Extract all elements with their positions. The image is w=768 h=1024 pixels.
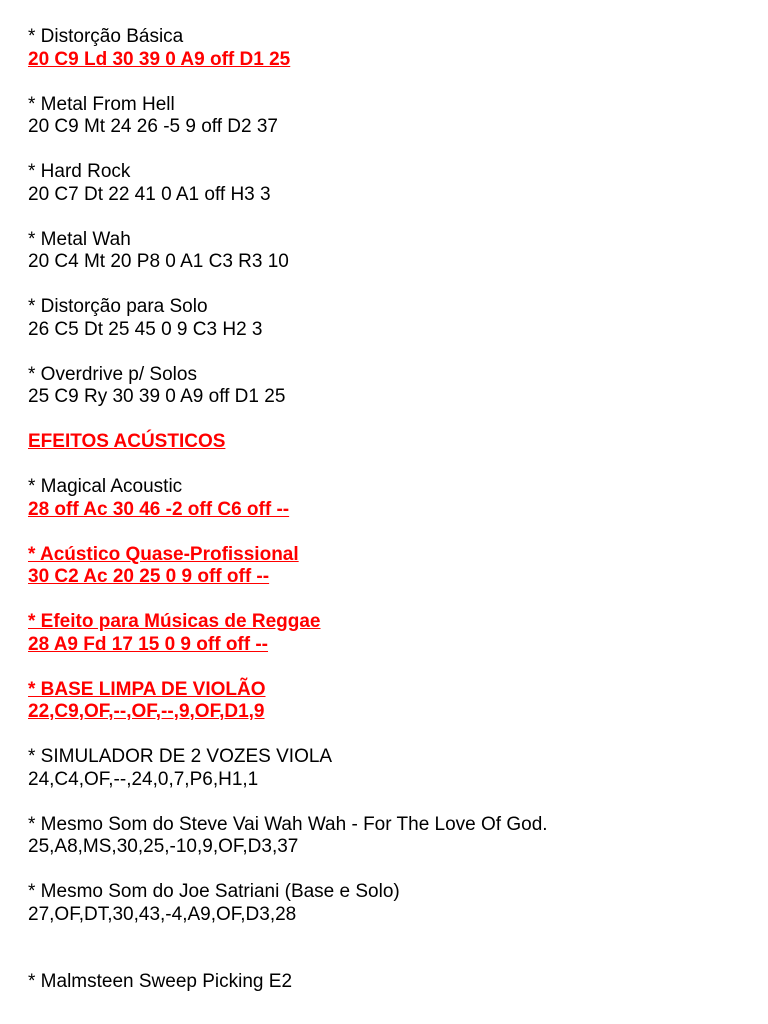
preset-name: * BASE LIMPA DE VIOLÃO (28, 678, 266, 700)
spacer (28, 791, 748, 814)
preset-name: * Mesmo Som do Joe Satriani (Base e Solo) (28, 881, 400, 902)
preset-name: * SIMULADOR DE 2 VOZES VIOLA (28, 746, 333, 767)
preset-code: 24,C4,OF,--,24,0,7,P6,H1,1 (28, 768, 259, 790)
spacer (28, 409, 748, 432)
preset-code: 20 C4 Mt 20 P8 0 A1 C3 R3 10 (28, 251, 289, 272)
preset-code: 27,OF,DT,30,43,-4,A9,OF,D3,28 (28, 903, 297, 925)
spacer (28, 454, 748, 477)
document-body (28, 26, 748, 994)
spacer (28, 724, 748, 747)
preset-code: 20 C9 Mt 24 26 -5 9 off D2 37 (28, 116, 278, 137)
preset-name: * Hard Rock (28, 161, 131, 182)
preset-code: 28 A9 Fd 17 15 0 9 off off -- (28, 633, 269, 655)
preset-name: * Acústico Quase-Profissional (28, 543, 299, 565)
preset-code: 28 off Ac 30 46 -2 off C6 off -- (28, 498, 290, 520)
preset-code: 25 C9 Ry 30 39 0 A9 off D1 25 (28, 386, 286, 407)
spacer (28, 139, 748, 162)
spacer (28, 859, 748, 882)
spacer (28, 656, 748, 679)
spacer (28, 206, 748, 229)
preset-code: 25,A8,MS,30,25,-10,9,OF,D3,37 (28, 836, 299, 857)
spacer (28, 926, 748, 949)
preset-code: 30 C2 Ac 20 25 0 9 off off -- (28, 566, 270, 587)
preset-name: * Distorção Básica (28, 26, 184, 47)
preset-code: 20 C7 Dt 22 41 0 A1 off H3 3 (28, 183, 271, 205)
preset-code: 20 C9 Ld 30 39 0 A9 off D1 25 (28, 48, 291, 70)
preset-name: * Overdrive p/ Solos (28, 363, 197, 385)
spacer (28, 521, 748, 544)
spacer (28, 274, 748, 297)
preset-name: * Magical Acoustic (28, 476, 183, 497)
preset-name: * Metal Wah (28, 228, 131, 250)
preset-code: 26 C5 Dt 25 45 0 9 C3 H2 3 (28, 318, 263, 340)
spacer (28, 949, 748, 972)
preset-name: * Distorção para Solo (28, 296, 208, 317)
preset-code: 22,C9,OF,--,OF,--,9,OF,D1,9 (28, 701, 265, 722)
spacer (28, 589, 748, 612)
spacer (28, 341, 748, 364)
section-heading: EFEITOS ACÚSTICOS (28, 431, 226, 452)
spacer (28, 71, 748, 94)
preset-name: * Mesmo Som do Steve Vai Wah Wah - For The Love Of God. (28, 813, 548, 835)
preset-name: * Metal From Hell (28, 93, 175, 115)
preset-name: * Malmsteen Sweep Picking E2 (28, 971, 293, 992)
preset-name: * Efeito para Músicas de Reggae (28, 611, 321, 632)
